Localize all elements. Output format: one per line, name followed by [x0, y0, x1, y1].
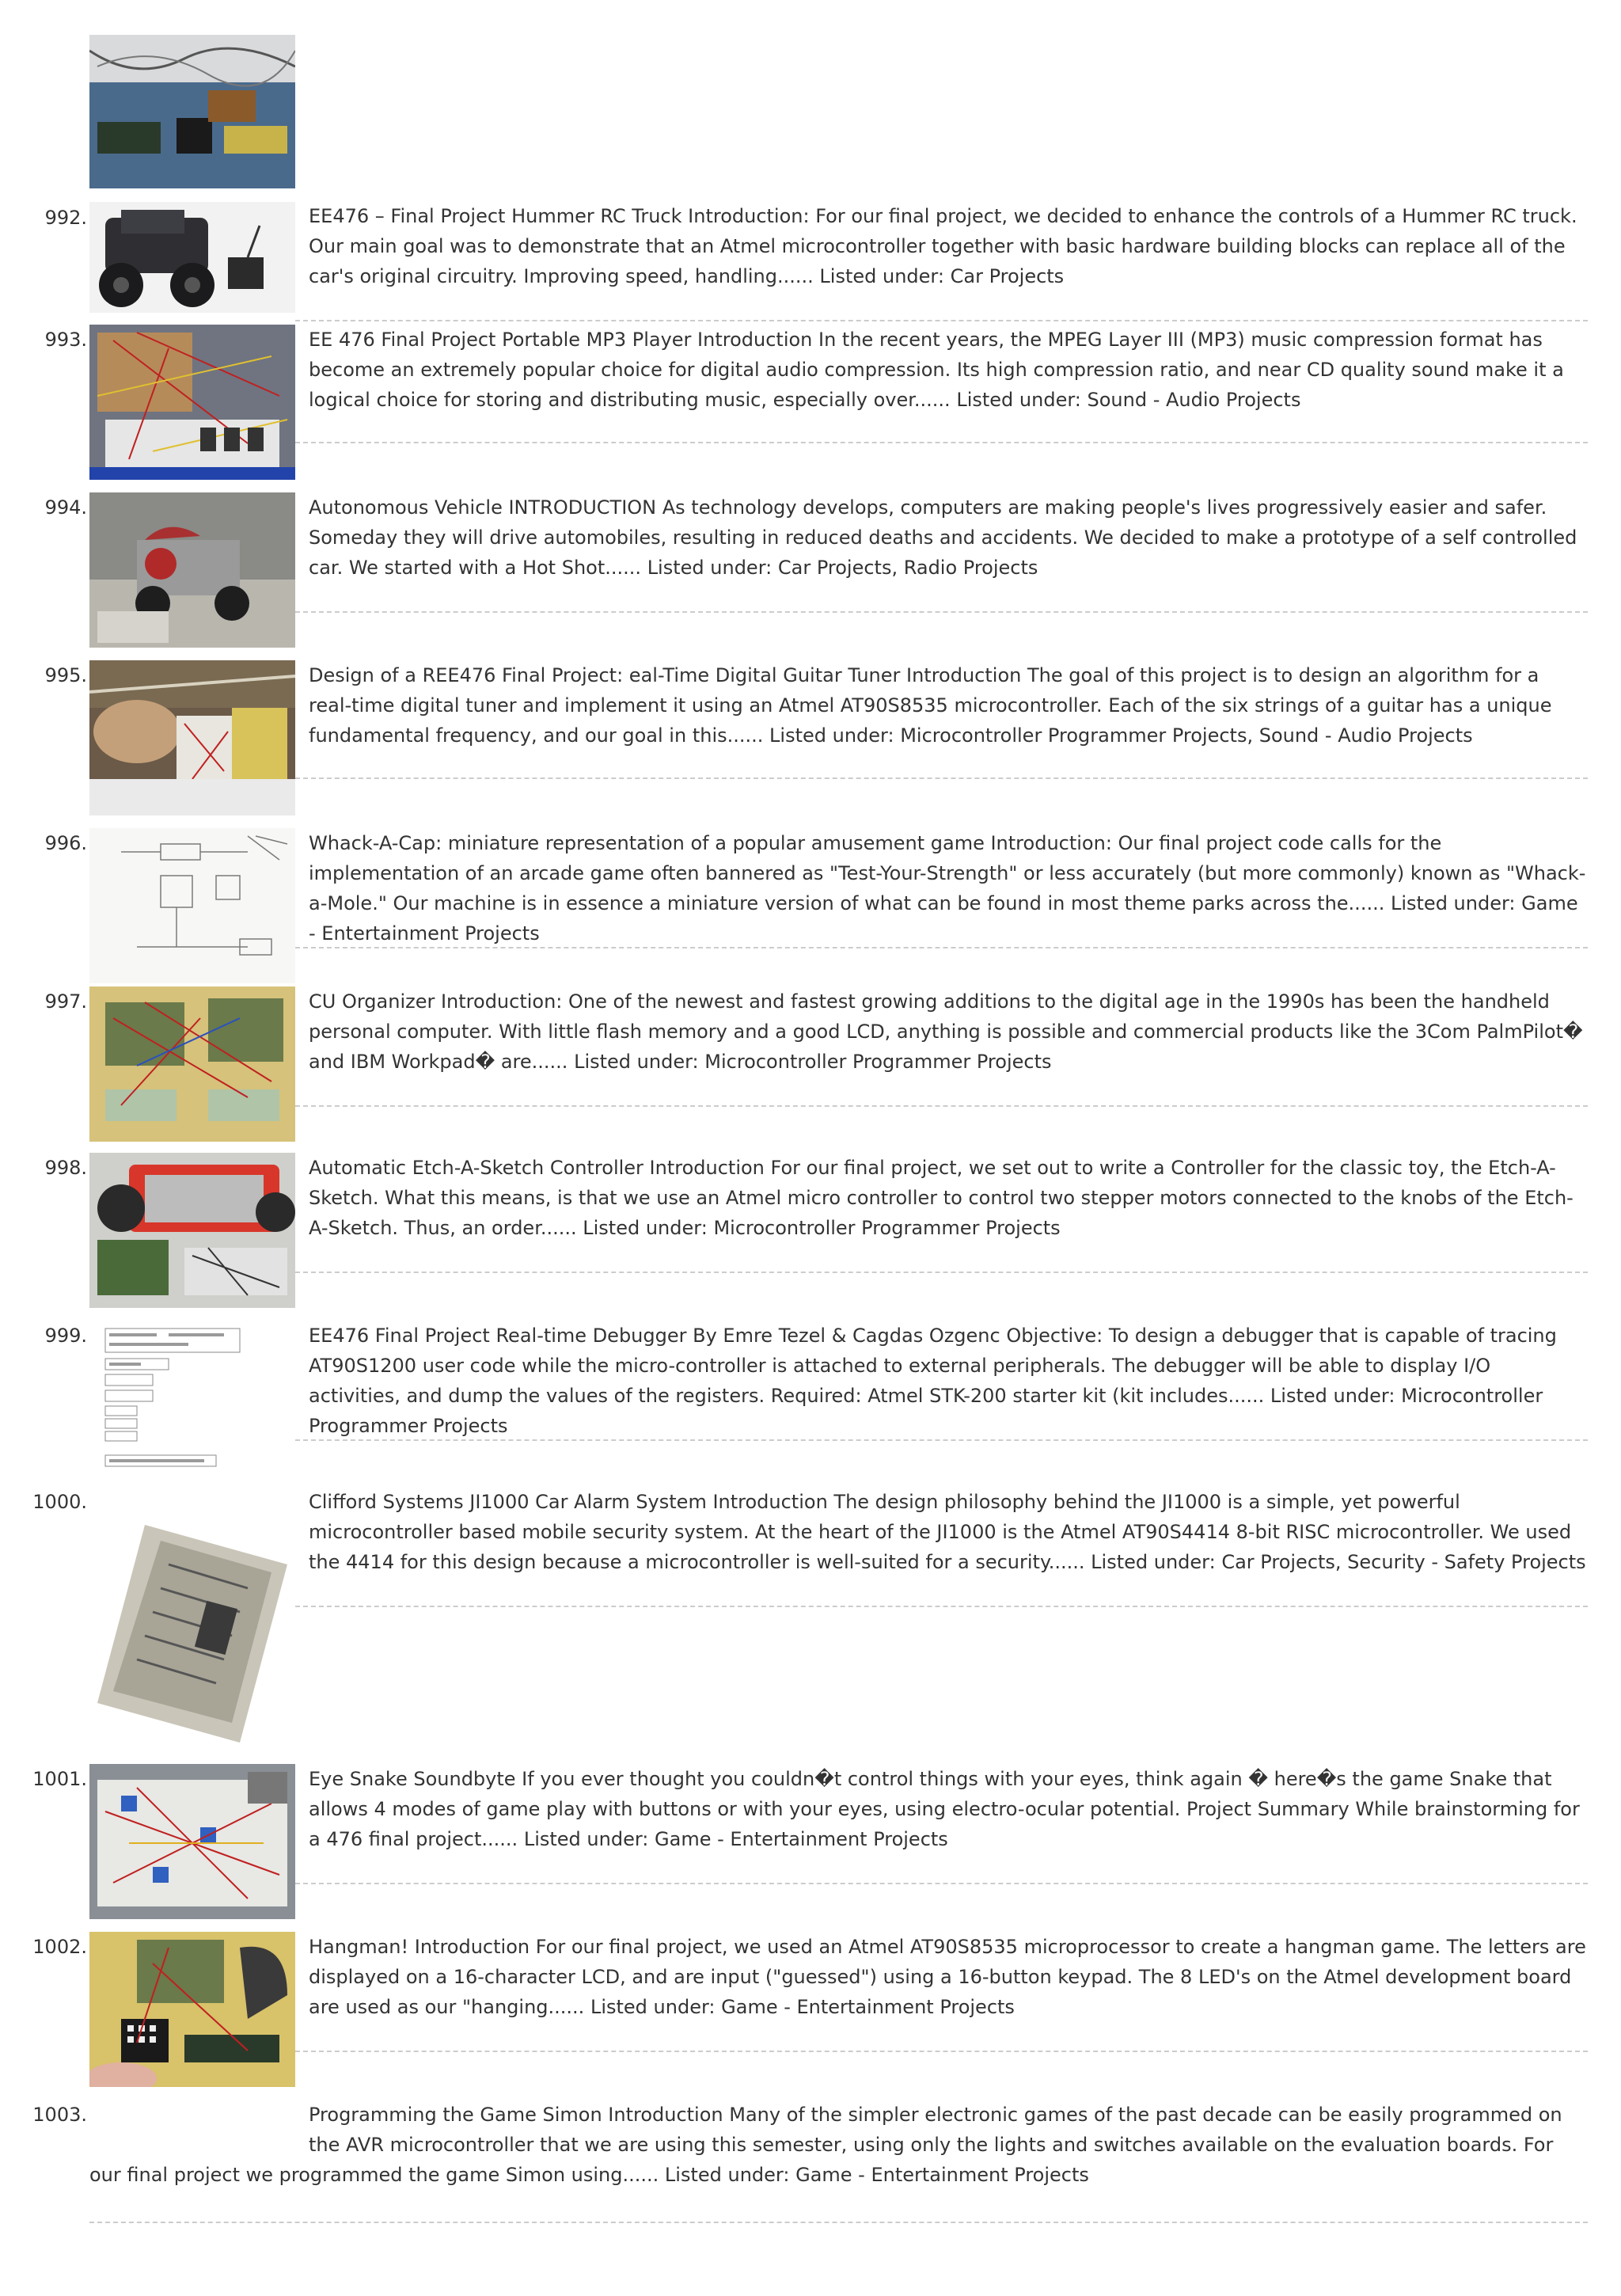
item-thumbnail[interactable]	[89, 986, 295, 1142]
category-link[interactable]: Microcontroller Programmer Projects	[704, 1051, 1052, 1073]
item-number: 993.	[44, 329, 87, 351]
etch-a-sketch-photo-icon	[89, 1153, 295, 1308]
item-description	[309, 1153, 1588, 1243]
listed-under-label: Listed under:	[590, 1996, 716, 2018]
category-link[interactable]: Car Projects, Radio Projects	[777, 557, 1038, 579]
organizer-boards-photo-icon	[89, 986, 295, 1142]
item-number: 996.	[44, 832, 87, 854]
item-number: 992.	[44, 207, 87, 229]
item-number: 1003.	[32, 2104, 87, 2126]
item-separator	[295, 1105, 1588, 1107]
item-link[interactable]: Eye Snake Soundbyte If you ever thought you couldn�t control things with your eyes, think again � here�s the game Snake that allows 4 modes of game play with buttons or with your eyes, using electro-ocular potential. Project Summary While brainstorming for a 476 final project......	[309, 1768, 1580, 1850]
rc-truck-photo-icon	[89, 202, 295, 313]
item-description	[89, 2100, 1588, 2190]
breadboard-photo-icon	[89, 1764, 295, 1919]
listed-under-label: Listed under:	[956, 389, 1081, 411]
item-number: 1002.	[32, 1936, 87, 1958]
category-link[interactable]: Game - Entertainment Projects	[309, 892, 1578, 945]
listed-under-label: Listed under:	[574, 1051, 699, 1073]
listed-under-label: Listed under:	[664, 2164, 790, 2186]
category-link[interactable]: Game - Entertainment Projects	[655, 1828, 948, 1850]
item-separator	[295, 1606, 1588, 1607]
item-description	[309, 492, 1588, 583]
item-separator	[295, 2051, 1588, 2052]
car-alarm-pcb-photo-icon	[89, 1517, 295, 1751]
category-link[interactable]: Game - Entertainment Projects	[795, 2164, 1089, 2186]
listed-under-label: Listed under:	[583, 1217, 708, 1239]
category-link[interactable]: Game - Entertainment Projects	[721, 1996, 1015, 2018]
item-number: 999.	[44, 1325, 87, 1347]
item-number: 994.	[44, 496, 87, 519]
item-thumbnail[interactable]	[89, 492, 295, 648]
category-link[interactable]: Car Projects, Security - Safety Projects	[1221, 1551, 1586, 1573]
item-link[interactable]: EE476 Final Project Real-time Debugger By Emre Tezel & Cagdas Ozgenc Objective: To design a debugger that is capable of tracing AT90S1200 user code while the micro-controller is attached to external peripherals. The debugger will be able to display I/O activities, and dump the values of the registers. Required: Atmel STK-200 starter kit (kit includes......	[309, 1325, 1557, 1407]
item-description	[309, 1764, 1588, 1854]
item-number: 998.	[44, 1157, 87, 1179]
category-link[interactable]: Microcontroller Programmer Projects	[309, 1385, 1543, 1437]
item-thumbnail[interactable]	[89, 1932, 295, 2087]
item-link[interactable]: Whack-A-Cap: miniature representation of a popular amusement game Introduction: Our final project code calls for the implementation of an arcade game often bannered as "Test-Your-Strength" or less accurately (but more commonly) known as "Whack-a-Mole." Our machine is in essence a miniature version of what can be found in most theme parks across the......	[309, 832, 1586, 914]
block-diagram-sketch-icon	[89, 828, 295, 983]
category-link[interactable]: Sound - Audio Projects	[1087, 389, 1301, 411]
listed-under-label: Listed under:	[1270, 1385, 1395, 1407]
hangman-keypad-photo-icon	[89, 1932, 295, 2087]
item-number: 1000.	[32, 1491, 87, 1513]
item-link[interactable]: Automatic Etch-A-Sketch Controller Introduction For our final project, we set out to write a Controller for the classic toy, the Etch-A-Sketch. What this means, is that we use an Atmel micro controller to control two stepper motors connected to the knobs of the Etch-A-Sketch. Thus, an order......	[309, 1157, 1574, 1239]
category-link[interactable]: Microcontroller Programmer Projects	[713, 1217, 1061, 1239]
top-thumbnail[interactable]	[89, 35, 295, 188]
listed-under-label: Listed under:	[1390, 892, 1516, 914]
item-separator	[295, 947, 1588, 948]
category-link[interactable]: Car Projects	[950, 265, 1065, 287]
item-separator	[89, 2222, 1588, 2223]
item-description	[309, 828, 1588, 948]
item-separator	[295, 1439, 1588, 1441]
item-separator	[295, 442, 1588, 443]
item-thumbnail[interactable]	[89, 1321, 295, 1476]
listed-under-label: Listed under:	[1091, 1551, 1216, 1573]
listed-under-label: Listed under:	[523, 1828, 649, 1850]
item-thumbnail[interactable]	[89, 1764, 295, 1919]
item-separator	[295, 320, 1588, 321]
item-description	[89, 1487, 1588, 1751]
item-link[interactable]: CU Organizer Introduction: One of the newest and fastest growing additions to the digital age in the 1990s has been the handheld personal computer. With little flash memory and a good LCD, anything is possible and commercial products like the 3Com PalmPilot� and IBM Workpad� are......	[309, 990, 1583, 1073]
mp3-player-board-photo-icon	[89, 325, 295, 480]
item-description	[309, 1932, 1588, 2022]
item-link[interactable]: Programming the Game Simon Introduction Many of the simpler electronic games of the past decade can be easily programmed on the AVR microcontroller that we are using this semester, using only the lights and switches available on the evaluation boards. For our final project we programmed the game Simon using......	[89, 2104, 1562, 2186]
item-link[interactable]: Design of a REE476 Final Project: eal-Time Digital Guitar Tuner Introduction The goal of this project is to design an algorithm for a real-time digital tuner and implement it using an Atmel AT90S8535 microcontroller. Each of the six strings of a guitar has a unique fundamental frequency, and our goal in this......	[309, 664, 1552, 747]
item-number: 997.	[44, 990, 87, 1013]
item-number: 995.	[44, 664, 87, 686]
item-separator	[295, 777, 1588, 779]
item-thumbnail[interactable]	[89, 660, 295, 815]
listed-under-label: Listed under:	[819, 265, 944, 287]
item-separator	[295, 1272, 1588, 1273]
item-description	[309, 1321, 1588, 1441]
item-number: 1001.	[32, 1768, 87, 1790]
item-link[interactable]: Hangman! Introduction For our final project, we used an Atmel AT90S8535 microprocessor to create a hangman game. The letters are displayed on a 16-character LCD, and are input ("guessed") using a 16-button keypad. The 8 LED's on the Atmel development board are used as our "hanging......	[309, 1936, 1586, 2018]
item-description	[309, 986, 1588, 1077]
category-link[interactable]: Microcontroller Programmer Projects, Sound - Audio Projects	[900, 724, 1473, 747]
item-thumbnail[interactable]	[89, 202, 295, 313]
listed-under-label: Listed under:	[647, 557, 773, 579]
blank-thumbnail-icon[interactable]	[89, 2100, 309, 2160]
item-thumbnail[interactable]	[89, 1153, 295, 1308]
item-thumbnail[interactable]	[89, 828, 295, 983]
item-description	[309, 325, 1588, 415]
item-description	[309, 660, 1588, 751]
item-thumbnail[interactable]	[89, 1517, 295, 1751]
autonomous-vehicle-photo-icon	[89, 492, 295, 648]
item-separator	[295, 1883, 1588, 1884]
item-separator	[295, 611, 1588, 613]
item-link[interactable]: EE 476 Final Project Portable MP3 Player Introduction In the recent years, the MPEG Layer III (MP3) music compression format has become an extremely popular choice for digital audio compression. Its high compression ratio, and near CD quality sound make it a logical choice for storing and distributing music, especially over......	[309, 329, 1564, 411]
item-thumbnail[interactable]	[89, 325, 295, 480]
item-description	[309, 201, 1588, 291]
debugger-ui-screenshot-icon	[89, 1321, 295, 1476]
breadboard-keypad-photo-icon	[89, 35, 295, 188]
item-link[interactable]: Clifford Systems JI1000 Car Alarm System Introduction The design philosophy behind the JI1000 is a simple, yet powerful microcontroller based mobile security system. At the heart of the JI1000 is the Atmel AT90S4414 8-bit RISC microcontroller. We used the 4414 for this design because a microcontroller is well-suited for a security......	[309, 1491, 1572, 1573]
item-link[interactable]: Autonomous Vehicle INTRODUCTION As technology develops, computers are making people's lives progressively easier and safer. Someday they will drive automobiles, resulting in reduced deaths and accidents. We decided to make a prototype of a self controlled car. We started with a Hot Shot......	[309, 496, 1577, 579]
item-link[interactable]: EE476 – Final Project Hummer RC Truck Introduction: For our final project, we decided to enhance the controls of a Hummer RC truck. Our main goal was to demonstrate that an Atmel microcontroller together with basic hardware building blocks can replace all of the car's original circuitry. Improving speed, handling......	[309, 205, 1577, 287]
listed-under-label: Listed under:	[769, 724, 894, 747]
guitar-tuner-photo-icon	[89, 660, 295, 815]
